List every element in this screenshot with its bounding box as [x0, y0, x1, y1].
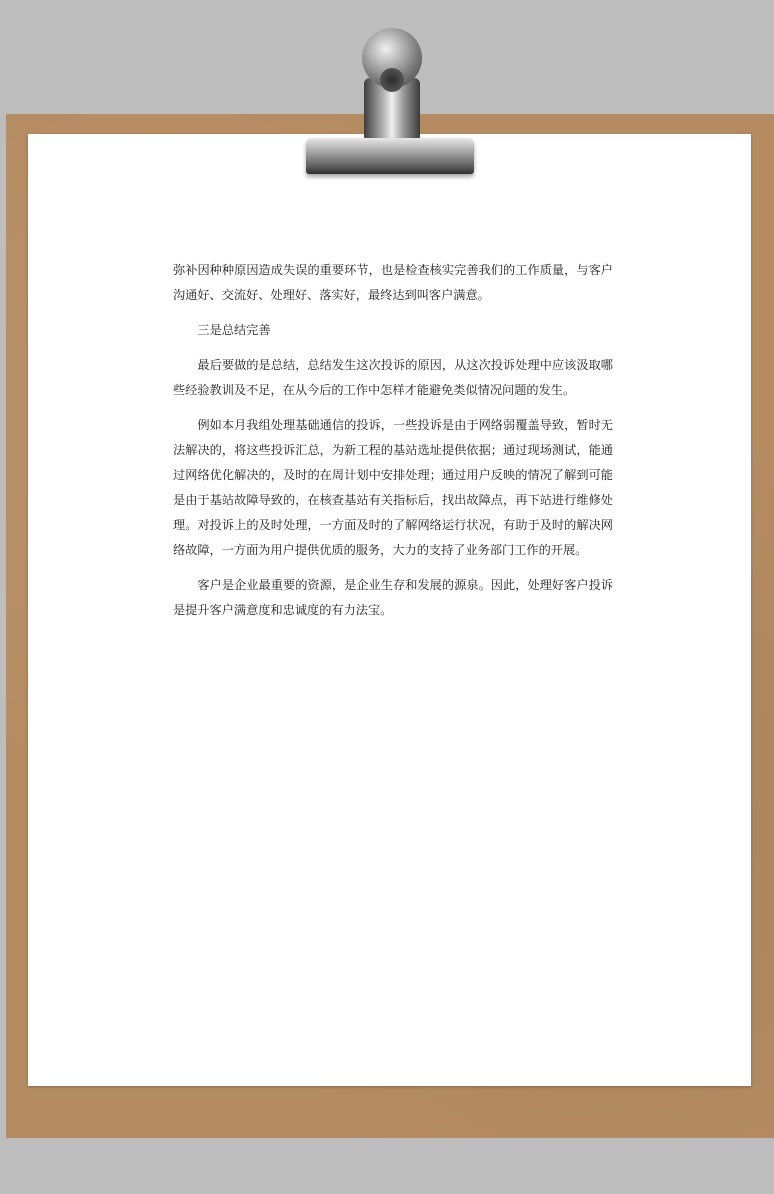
- section-heading: 三是总结完善: [197, 323, 271, 337]
- paragraph-summary: 最后要做的是总结，总结发生这次投诉的原因，从这次投诉处理中应该汲取哪些经验教训及不足，在从今后的工作中怎样才能避免类似情况问题的发生。: [173, 358, 613, 397]
- paragraph-conclusion: 客户是企业最重要的资源，是企业生存和发展的源泉。因此，处理好客户投诉是提升客户满意度和忠诚度的有力法宝。: [173, 578, 613, 617]
- binder-clip-hole: [380, 68, 404, 92]
- binder-clip-bar: [306, 138, 474, 174]
- binder-clip: [306, 28, 474, 178]
- paragraph-continuation: 弥补因种种原因造成失误的重要环节，也是检查核实完善我们的工作质量，与客户沟通好、交流好、处理好、落实好，最终达到叫客户满意。: [173, 263, 613, 302]
- paragraph-example: 例如本月我组处理基础通信的投诉，一些投诉是由于网络弱覆盖导致，暂时无法解决的，将这些投诉汇总，为新工程的基站选址提供依据；通过现场测试，能通过网络优化解决的，及时的在周计划中安排处理；通过用户反映的情况了解到可能是由于基站故障导致的，在核查基站有关指标后，找出故障点，再下站进行维修处理。对投诉上的及时处理，一方面及时的了解网络运行状况，有助于及时的解决网络故障，一方面为用户提供优质的服务，大力的支持了业务部门工作的开展。: [173, 418, 613, 557]
- document-body: [173, 258, 613, 633]
